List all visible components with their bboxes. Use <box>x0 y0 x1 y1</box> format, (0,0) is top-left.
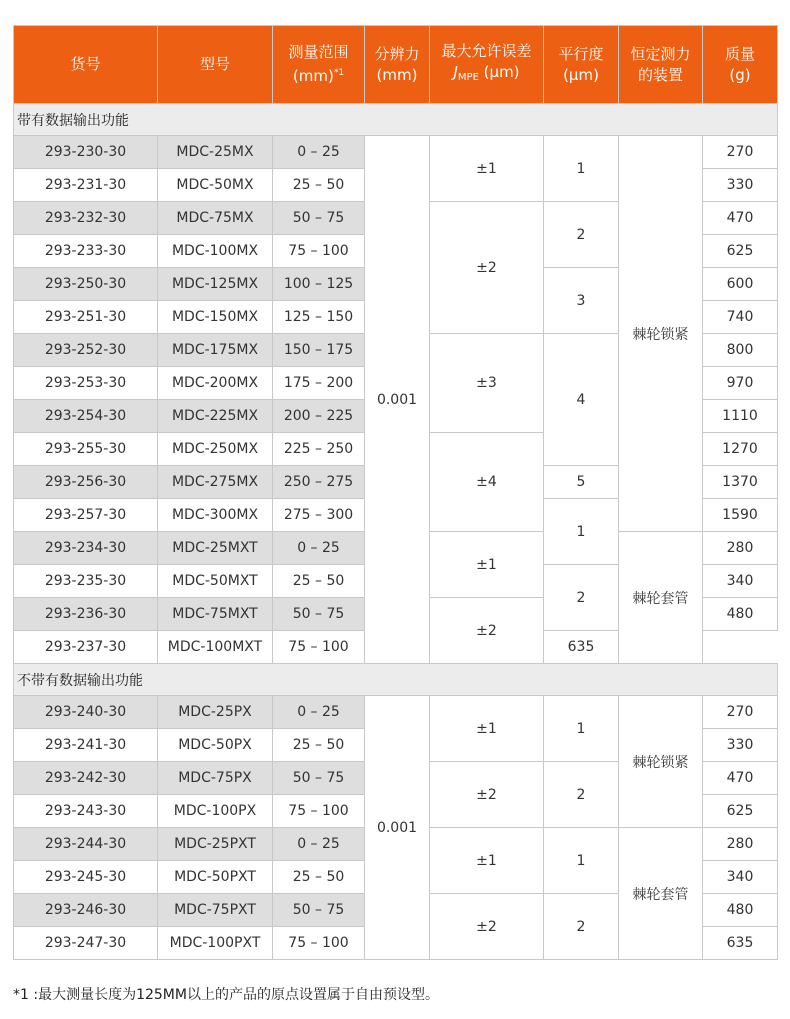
model-cell: MDC-75PXT <box>158 894 273 927</box>
range-cell: 275 – 300 <box>273 499 365 532</box>
part-no-cell: 293-243-30 <box>14 795 158 828</box>
range-cell: 25 – 50 <box>273 861 365 894</box>
model-cell: MDC-275MX <box>158 466 273 499</box>
part-no-cell: 293-235-30 <box>14 565 158 598</box>
mass-cell: 470 <box>703 202 778 235</box>
part-no-cell: 293-230-30 <box>14 136 158 169</box>
header-range: 测量范围 (mm)$^{*1}$ <box>273 26 365 104</box>
range-cell: 75 – 100 <box>273 631 365 664</box>
range-cell: 175 – 200 <box>273 367 365 400</box>
model-cell: MDC-100PXT <box>158 927 273 960</box>
parallelism-cell: 2 <box>544 565 619 631</box>
part-no-cell: 293-257-30 <box>14 499 158 532</box>
range-cell: 50 – 75 <box>273 762 365 795</box>
mass-cell: 1590 <box>703 499 778 532</box>
part-no-cell: 293-236-30 <box>14 598 158 631</box>
header-resolution: 分辨力 (mm) <box>365 26 430 104</box>
resolution-cell: 0.001 <box>365 696 430 960</box>
mass-cell: 600 <box>703 268 778 301</box>
model-cell: MDC-25MXT <box>158 532 273 565</box>
header-model: 型号 <box>158 26 273 104</box>
range-cell: 75 – 100 <box>273 927 365 960</box>
part-no-cell: 293-241-30 <box>14 729 158 762</box>
part-no-cell: 293-242-30 <box>14 762 158 795</box>
mass-cell: 625 <box>703 235 778 268</box>
mass-cell: 340 <box>703 565 778 598</box>
part-no-cell: 293-252-30 <box>14 334 158 367</box>
model-cell: MDC-75MXT <box>158 598 273 631</box>
mass-cell: 740 <box>703 301 778 334</box>
part-no-cell: 293-250-30 <box>14 268 158 301</box>
part-no-cell: 293-233-30 <box>14 235 158 268</box>
model-cell: MDC-25PXT <box>158 828 273 861</box>
mass-cell: 1370 <box>703 466 778 499</box>
mass-cell: 340 <box>703 861 778 894</box>
parallelism-cell: 1 <box>544 499 619 565</box>
mass-cell: 800 <box>703 334 778 367</box>
mass-cell: 330 <box>703 169 778 202</box>
part-no-cell: 293-232-30 <box>14 202 158 235</box>
parallelism-cell: 5 <box>544 466 619 499</box>
model-cell: MDC-300MX <box>158 499 273 532</box>
parallelism-cell: 1 <box>544 828 619 894</box>
model-cell: MDC-75PX <box>158 762 273 795</box>
mpe-cell: ±2 <box>430 762 544 828</box>
part-no-cell: 293-255-30 <box>14 433 158 466</box>
constant-force-cell: 棘轮锁紧 <box>619 136 703 532</box>
header-parallelism: 平行度 (μm) <box>544 26 619 104</box>
mpe-cell: ±1 <box>430 532 544 598</box>
part-no-cell: 293-254-30 <box>14 400 158 433</box>
part-no-cell: 293-244-30 <box>14 828 158 861</box>
range-footnote-mark: *1 <box>333 68 345 78</box>
range-cell: 25 – 50 <box>273 565 365 598</box>
section-row <box>14 664 778 696</box>
mpe-cell: ±2 <box>430 202 544 334</box>
constant-force-cell: 棘轮套管 <box>619 828 703 960</box>
parallelism-cell: 4 <box>544 334 619 466</box>
model-cell: MDC-100PX <box>158 795 273 828</box>
part-no-cell: 293-237-30 <box>14 631 158 664</box>
mass-cell: 480 <box>703 598 778 631</box>
resolution-cell: 0.001 <box>365 136 430 664</box>
model-cell: MDC-175MX <box>158 334 273 367</box>
model-cell: MDC-200MX <box>158 367 273 400</box>
mass-cell: 280 <box>703 828 778 861</box>
mpe-cell: ±4 <box>430 433 544 532</box>
part-no-cell: 293-234-30 <box>14 532 158 565</box>
part-no-cell: 293-247-30 <box>14 927 158 960</box>
range-cell: 75 – 100 <box>273 795 365 828</box>
table-row <box>14 696 778 729</box>
mass-cell: 1270 <box>703 433 778 466</box>
range-cell: 225 – 250 <box>273 433 365 466</box>
model-cell: MDC-25PX <box>158 696 273 729</box>
mass-cell: 635 <box>703 927 778 960</box>
range-cell: 0 – 25 <box>273 696 365 729</box>
spec-table <box>13 25 778 960</box>
header-mpe: 最大允许误差 $J_{MPE}$ (μm) <box>430 26 544 104</box>
table-row <box>14 136 778 169</box>
range-cell: 200 – 225 <box>273 400 365 433</box>
model-cell: MDC-50PX <box>158 729 273 762</box>
section-row <box>14 104 778 136</box>
parallelism-cell: 3 <box>544 268 619 334</box>
model-cell: MDC-50MXT <box>158 565 273 598</box>
header-row <box>14 26 778 104</box>
constant-force-cell: 棘轮套管 <box>619 532 703 664</box>
range-cell: 100 – 125 <box>273 268 365 301</box>
range-cell: 25 – 50 <box>273 169 365 202</box>
mpe-cell: ±1 <box>430 828 544 894</box>
range-cell: 25 – 50 <box>273 729 365 762</box>
parallelism-cell: 1 <box>544 136 619 202</box>
range-cell: 125 – 150 <box>273 301 365 334</box>
range-cell: 0 – 25 <box>273 532 365 565</box>
parallelism-cell: 1 <box>544 696 619 762</box>
mass-cell: 480 <box>703 894 778 927</box>
section-title: 不带有数据输出功能 <box>14 664 778 696</box>
range-cell: 50 – 75 <box>273 598 365 631</box>
spec-table-container <box>13 25 777 960</box>
parallelism-cell: 2 <box>544 762 619 828</box>
spec-table-body <box>14 104 778 960</box>
model-cell: MDC-100MX <box>158 235 273 268</box>
model-cell: MDC-75MX <box>158 202 273 235</box>
range-cell: 50 – 75 <box>273 894 365 927</box>
range-cell: 250 – 275 <box>273 466 365 499</box>
mass-cell: 280 <box>703 532 778 565</box>
range-cell: 150 – 175 <box>273 334 365 367</box>
part-no-cell: 293-251-30 <box>14 301 158 334</box>
constant-force-cell: 棘轮锁紧 <box>619 696 703 828</box>
mass-cell: 470 <box>703 762 778 795</box>
mass-cell: 270 <box>703 136 778 169</box>
mpe-cell: ±2 <box>430 598 544 664</box>
part-no-cell: 293-246-30 <box>14 894 158 927</box>
mass-cell: 970 <box>703 367 778 400</box>
model-cell: MDC-25MX <box>158 136 273 169</box>
part-no-cell: 293-245-30 <box>14 861 158 894</box>
range-cell: 75 – 100 <box>273 235 365 268</box>
mpe-cell: ±1 <box>430 696 544 762</box>
part-no-cell: 293-240-30 <box>14 696 158 729</box>
part-no-cell: 293-256-30 <box>14 466 158 499</box>
header-part-no: 货号 <box>14 26 158 104</box>
part-no-cell: 293-253-30 <box>14 367 158 400</box>
parallelism-cell: 2 <box>544 202 619 268</box>
mass-cell: 625 <box>703 795 778 828</box>
footnote: *1 :最大测量长度为125MM以上的产品的原点设置属于自由预设型。 <box>13 987 439 1003</box>
mass-cell: 1110 <box>703 400 778 433</box>
model-cell: MDC-100MXT <box>158 631 273 664</box>
mpe-cell: ±2 <box>430 894 544 960</box>
model-cell: MDC-50MX <box>158 169 273 202</box>
header-mass: 质量 (g) <box>703 26 778 104</box>
model-cell: MDC-50PXT <box>158 861 273 894</box>
mpe-cell: ±1 <box>430 136 544 202</box>
model-cell: MDC-250MX <box>158 433 273 466</box>
header-constant-force: 恒定测力 的装置 <box>619 26 703 104</box>
range-cell: 0 – 25 <box>273 136 365 169</box>
model-cell: MDC-225MX <box>158 400 273 433</box>
model-cell: MDC-125MX <box>158 268 273 301</box>
parallelism-cell: 2 <box>544 894 619 960</box>
section-title: 带有数据输出功能 <box>14 104 778 136</box>
mass-cell: 635 <box>544 631 619 664</box>
mass-cell: 330 <box>703 729 778 762</box>
range-cell: 50 – 75 <box>273 202 365 235</box>
part-no-cell: 293-231-30 <box>14 169 158 202</box>
mpe-cell: ±3 <box>430 334 544 433</box>
range-cell: 0 – 25 <box>273 828 365 861</box>
model-cell: MDC-150MX <box>158 301 273 334</box>
mass-cell: 270 <box>703 696 778 729</box>
